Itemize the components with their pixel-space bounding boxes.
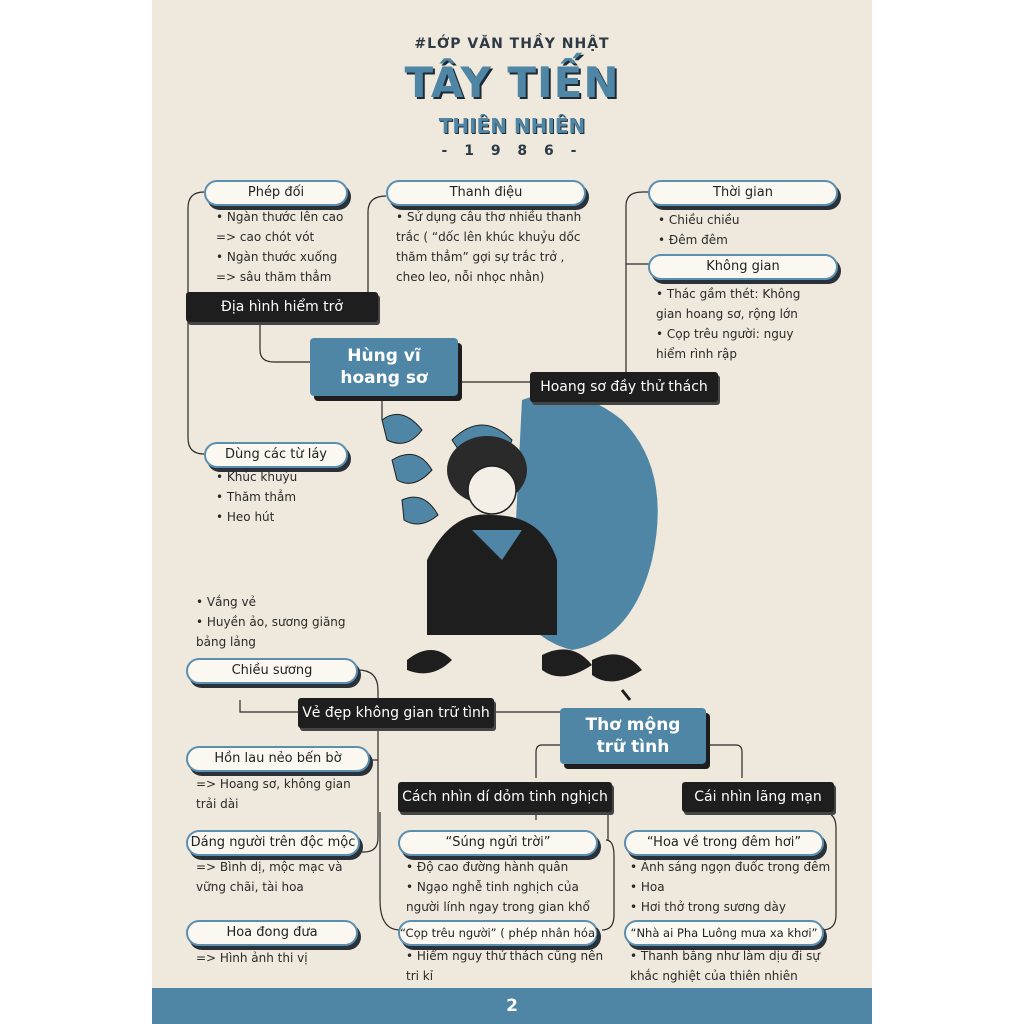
pill-thoi-gian: Thời gian xyxy=(648,180,838,206)
pill-phep-doi: Phép đối xyxy=(204,180,348,206)
pill-nha-ai: “Nhà ai Pha Luông mưa xa khơi” xyxy=(624,920,824,946)
list-nha-ai xyxy=(630,946,820,986)
list-item: • Ngàn thước xuống xyxy=(216,250,338,264)
list-item: • Đêm đêm xyxy=(658,233,728,247)
list-dang-nguoi xyxy=(196,857,342,897)
list-item: • Ánh sáng ngọn đuốc trong đêm xyxy=(630,860,831,874)
list-item: người lính ngay trong gian khổ xyxy=(406,900,590,914)
list-item: • Sử dụng câu thơ nhiều thanh xyxy=(396,210,582,224)
list-item: hiểm rình rập xyxy=(656,347,738,361)
list-item: • Heo hút xyxy=(216,510,275,524)
list-item: • Độ cao đường hành quân xyxy=(406,860,569,874)
list-item: trải dài xyxy=(196,797,239,811)
list-item: • Cọp trêu người: nguy xyxy=(656,327,794,341)
node-ve-dep: Vẻ đẹp không gian trữ tình xyxy=(298,698,494,728)
list-item: => sâu thăm thẳm xyxy=(216,270,332,284)
list-hon-lau xyxy=(196,774,351,814)
list-item: • Thăm thẳm xyxy=(216,490,297,504)
list-item: vững chãi, tài hoa xyxy=(196,880,304,894)
list-item: trắc ( “dốc lên khúc khuỷu dốc xyxy=(396,230,581,244)
list-item: • Ngạo nghễ tinh nghịch của xyxy=(406,880,579,894)
list-khong-gian xyxy=(656,284,800,364)
pill-hoa-ve: “Hoa về trong đêm hơi” xyxy=(624,830,824,856)
hub-tho-mong: Thơ mộng trữ tình xyxy=(560,708,706,764)
soldier-illustration xyxy=(382,393,658,700)
pill-hon-lau: Hồn lau nẻo bến bờ xyxy=(186,746,370,772)
list-item: => Hình ảnh thi vị xyxy=(196,951,308,965)
list-item: • Thác gầm thét: Không xyxy=(656,287,801,301)
list-item: cheo leo, nỗi nhọc nhằn) xyxy=(396,270,545,284)
list-item: khắc nghiệt của thiên nhiên xyxy=(630,969,798,983)
list-item: • Vắng vẻ xyxy=(196,595,256,609)
list-item: bảng lảng xyxy=(196,635,256,649)
pill-khong-gian: Không gian xyxy=(648,254,838,280)
node-cai-nhin: Cái nhìn lãng mạn xyxy=(682,782,834,812)
list-item: • Thanh bằng như làm dịu đi sự xyxy=(630,949,821,963)
list-tu-lay xyxy=(216,467,297,527)
list-item: => Hoang sơ, không gian xyxy=(196,777,351,791)
node-cach-nhin: Cách nhìn dí dỏm tinh nghịch xyxy=(398,782,612,812)
list-phep-doi xyxy=(216,207,343,287)
list-item: => cao chót vót xyxy=(216,230,315,244)
list-hoa-ve xyxy=(630,857,830,917)
pill-hoa-dong-dua: Hoa đong đưa xyxy=(186,920,358,946)
node-hoang-so: Hoang sơ đầy thử thách xyxy=(530,372,718,402)
year-label: - 1 9 8 6 - xyxy=(441,143,583,159)
page-number: 2 xyxy=(152,988,872,1024)
list-item: • Hoa xyxy=(630,880,665,894)
list-hoa-dong-dua xyxy=(196,948,308,968)
page-title: TÂY TIẾN xyxy=(404,58,620,107)
list-item: • Chiều chiều xyxy=(658,213,740,227)
hub-hung-vi: Hùng vĩ hoang sơ xyxy=(310,338,458,396)
list-item: gian hoang sơ, rộng lớn xyxy=(656,307,798,321)
pill-sung-ngui: “Súng ngửi trời” xyxy=(398,830,598,856)
pill-cop-treu: “Cọp trêu người” ( phép nhân hóa) xyxy=(398,920,598,946)
list-thanh-dieu xyxy=(396,207,581,287)
list-thoi-gian xyxy=(658,210,740,250)
list-item: tri kỉ xyxy=(406,969,434,983)
pill-tu-lay: Dùng các từ láy xyxy=(204,442,348,468)
mindmap-page xyxy=(152,0,872,1024)
list-item: • Huyền ảo, sương giăng xyxy=(196,615,346,629)
list-item: thăm thẳm” gợi sự trắc trở , xyxy=(396,250,565,264)
list-item: • Ngàn thước lên cao xyxy=(216,210,344,224)
list-cop-treu xyxy=(406,946,603,986)
node-dia-hinh: Địa hình hiểm trở xyxy=(186,292,378,322)
list-vang-ve xyxy=(196,592,346,652)
list-item: • Hiểm nguy thử thách cũng nên xyxy=(406,949,604,963)
pill-chieu-suong: Chiều sương xyxy=(186,658,358,684)
list-sung-ngui xyxy=(406,857,590,917)
header-tag: #LỚP VĂN THẦY NHẬT xyxy=(414,36,610,52)
page-subtitle: THIÊN NHIÊN xyxy=(438,114,586,138)
list-item: => Bình dị, mộc mạc và xyxy=(196,860,343,874)
pill-dang-nguoi: Dáng người trên độc mộc xyxy=(186,830,360,856)
pill-thanh-dieu: Thanh điệu xyxy=(386,180,586,206)
list-item: • Hơi thở trong sương dày xyxy=(630,900,786,914)
list-item: • Khúc khuỷu xyxy=(216,470,298,484)
